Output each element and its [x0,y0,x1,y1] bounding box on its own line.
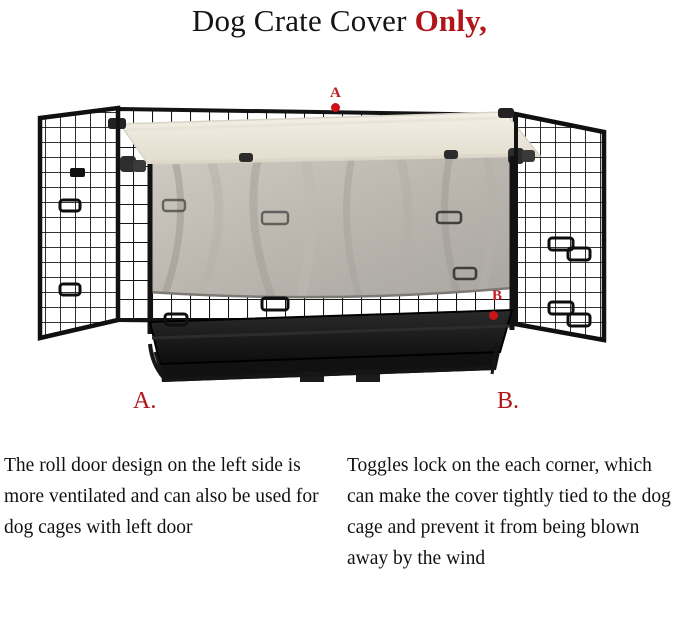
callout-dot-b [489,311,498,320]
section-body-a: The roll door design on the left side is more ventilated and can also be used for dog cages with left door [4,455,319,538]
section-heading-a: A. [133,388,157,414]
page-title-accent: Only, [414,3,488,38]
section-body-b: Toggles lock on the each corner, which can make the cover tightly tied to the dog cage and prevent it from being blown away by the wind [347,455,671,569]
callout-label-b: B [492,288,503,304]
toggle-back-right [498,108,514,118]
page-title-main: Dog Crate Cover [191,3,415,38]
crate-left-door [35,102,130,347]
callout-label-a: A [330,85,341,101]
page-title [0,2,679,40]
section-heading-b: B. [497,388,520,414]
callout-dot-a [331,103,340,112]
crate-base-tray [150,310,512,382]
